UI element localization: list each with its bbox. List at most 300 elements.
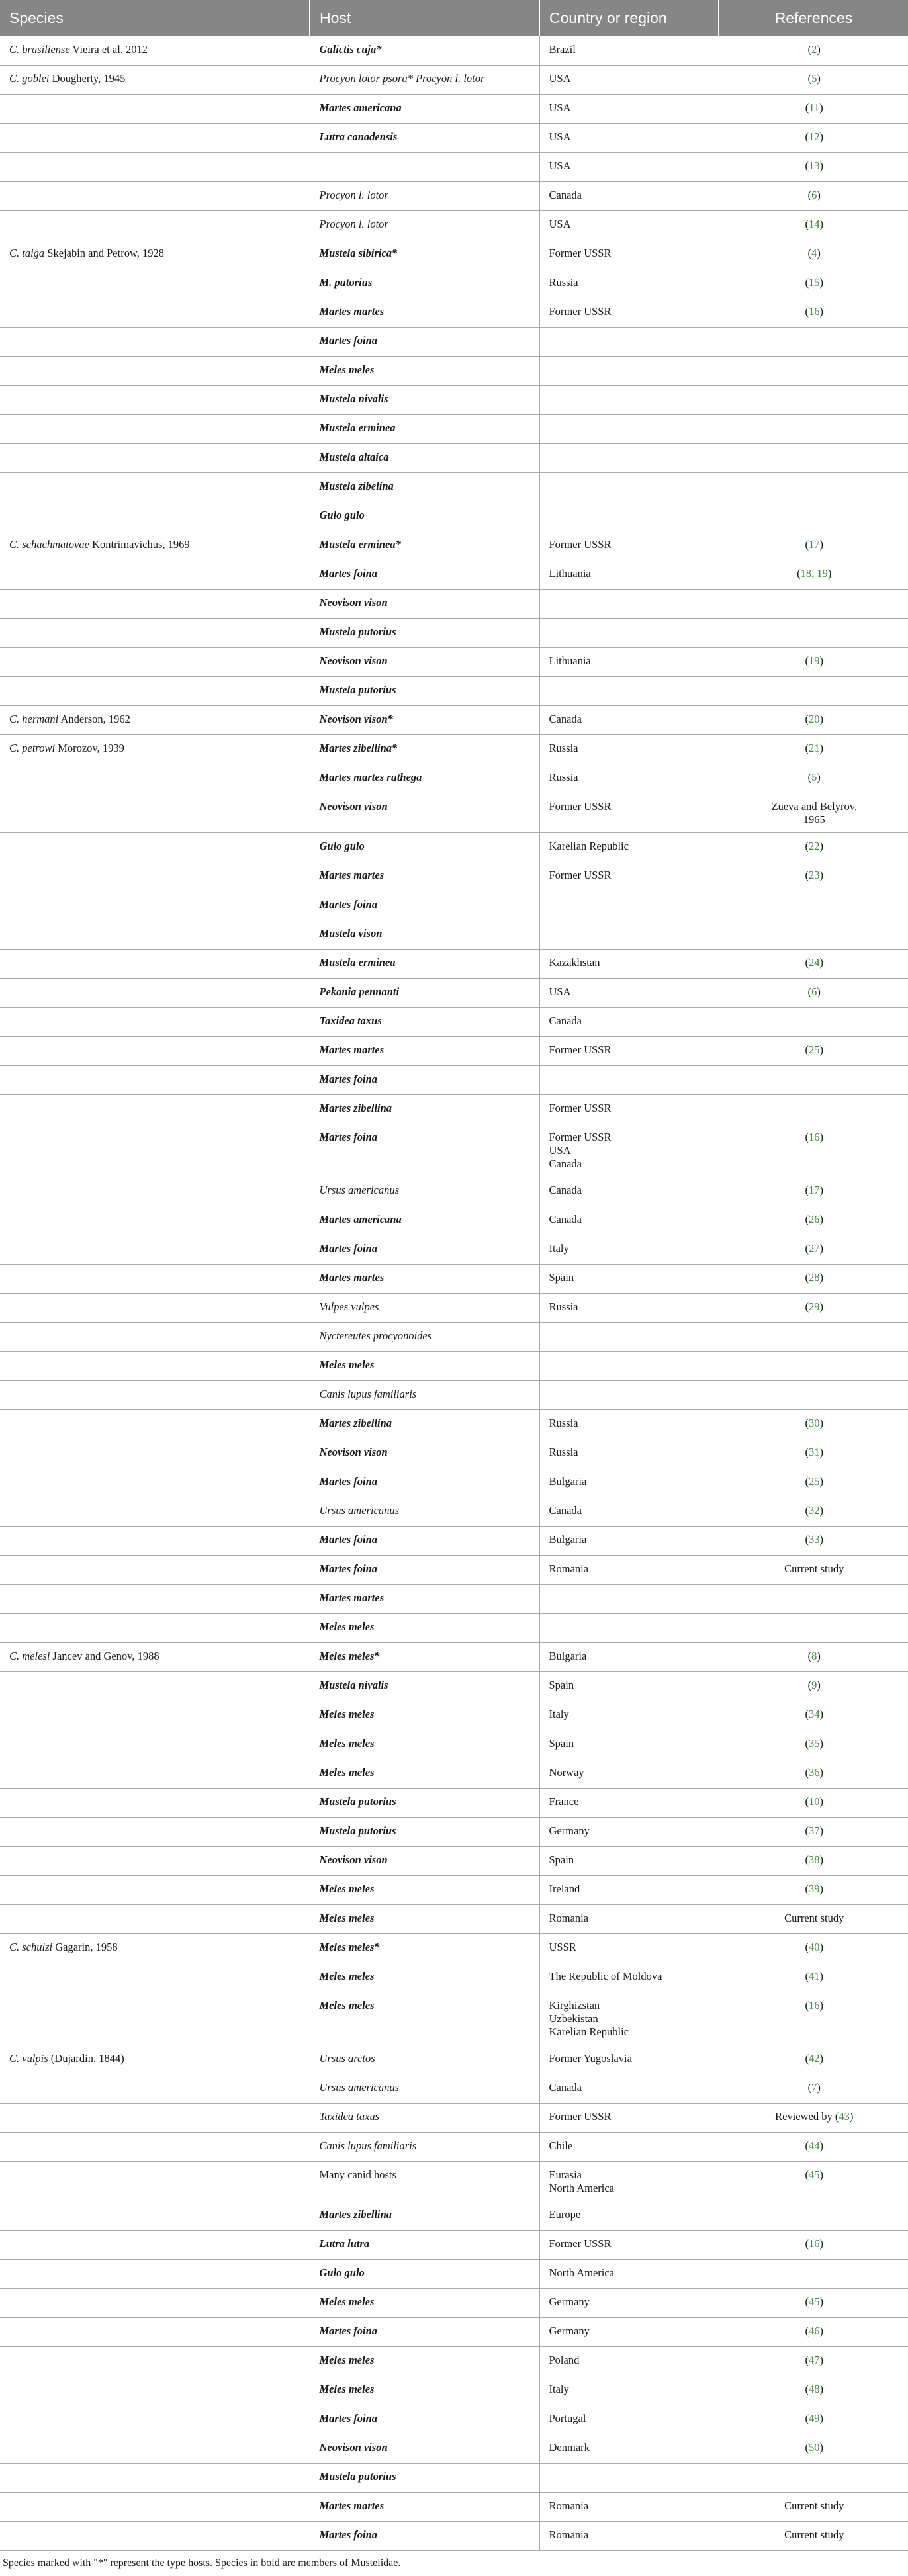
table-row — [0, 1585, 908, 1614]
reference-link[interactable]: 41 — [809, 1970, 820, 1982]
species-cell — [0, 182, 310, 211]
species-cell — [0, 891, 310, 920]
country-line: Former USSR — [549, 800, 612, 813]
reference-text: ( — [805, 869, 809, 881]
reference-text: ) — [817, 72, 821, 85]
table-row — [0, 124, 908, 153]
host-cell: Procyon l. lotor — [310, 211, 539, 240]
header-references: References — [719, 0, 908, 36]
country-line: Uzbekistan — [549, 2012, 598, 2025]
reference-text: ) — [849, 2110, 854, 2123]
country-line: Russia — [549, 742, 578, 754]
reference-link[interactable]: 5 — [811, 72, 817, 85]
reference-text: Current study — [784, 1562, 844, 1575]
species-cell — [0, 920, 310, 950]
reference-text: ( — [805, 1970, 809, 1982]
country-line: Romania — [549, 1562, 589, 1575]
species-cell — [0, 1439, 310, 1468]
reference-cell — [719, 1556, 908, 1585]
host-cell: Meles meles — [310, 1992, 539, 2045]
table-row — [0, 2376, 908, 2405]
reference-text: ( — [805, 713, 809, 725]
reference-text: ( — [805, 1271, 809, 1284]
table-header-row — [0, 0, 908, 36]
species-cell — [0, 1876, 310, 1905]
host-cell: Mustela putorius — [310, 1789, 539, 1818]
country-line: Russia — [549, 1446, 578, 1458]
reference-cell — [719, 1934, 908, 1963]
country-cell — [539, 1497, 719, 1527]
reference-text: ( — [807, 1679, 812, 1691]
table-row — [0, 2201, 908, 2231]
host-cell: Gulo gulo — [310, 2260, 539, 2289]
reference-link[interactable]: 22 — [809, 840, 820, 852]
reference-text: ( — [805, 1766, 809, 1779]
reference-link[interactable]: 13 — [809, 159, 820, 172]
reference-text: ( — [805, 1737, 809, 1750]
table-row — [0, 1381, 908, 1410]
reference-text: Reviewed by ( — [775, 2110, 839, 2123]
table-row — [0, 1672, 908, 1701]
reference-text: ) — [819, 2052, 823, 2065]
country-line: Former USSR — [549, 1102, 612, 1114]
table-row — [0, 1124, 908, 1177]
species-name: C. schachmatovae — [9, 538, 89, 551]
reference-link[interactable]: 16 — [809, 1131, 820, 1143]
reference-cell — [719, 891, 908, 920]
reference-link[interactable]: 11 — [809, 101, 820, 114]
reference-link[interactable]: 19 — [817, 567, 828, 580]
country-cell — [539, 1410, 719, 1439]
table-row — [0, 2260, 908, 2289]
species-cell — [0, 1789, 310, 1818]
reference-cell — [719, 862, 908, 891]
table-row — [0, 2045, 908, 2074]
country-cell — [539, 648, 719, 677]
country-line: Eurasia — [549, 2168, 582, 2181]
species-cell — [0, 1066, 310, 1095]
reference-link[interactable]: 6 — [811, 985, 817, 998]
species-cell — [0, 590, 310, 619]
reference-text: 1965 — [803, 813, 825, 826]
host-cell: Martes foina — [310, 1066, 539, 1095]
reference-link[interactable]: 18 — [800, 567, 812, 580]
reference-cell — [719, 1789, 908, 1818]
reference-cell — [719, 1585, 908, 1614]
reference-link[interactable]: 38 — [809, 1853, 820, 1866]
reference-cell — [719, 269, 908, 298]
country-cell — [539, 1556, 719, 1585]
country-line: Italy — [549, 1708, 569, 1720]
reference-text: ) — [819, 1824, 823, 1837]
reference-text: ( — [805, 305, 809, 318]
table-row — [0, 211, 908, 240]
reference-link[interactable]: 7 — [811, 2081, 817, 2094]
host-cell: Martes foina — [310, 1556, 539, 1585]
host-cell: Meles meles — [310, 1963, 539, 1992]
reference-text: ) — [819, 1708, 823, 1720]
reference-link[interactable]: 32 — [809, 1504, 820, 1517]
species-cell — [0, 706, 310, 735]
reference-link[interactable]: 50 — [809, 2441, 820, 2454]
host-cell: Martes foina — [310, 891, 539, 920]
reference-cell — [719, 1992, 908, 2045]
reference-link[interactable]: 16 — [809, 2237, 820, 2250]
reference-text: ( — [805, 1184, 809, 1196]
reference-cell — [719, 2376, 908, 2405]
country-cell — [539, 2201, 719, 2231]
table-row — [0, 1352, 908, 1381]
reference-cell — [719, 1265, 908, 1294]
host-cell: Ursus americanus — [310, 1497, 539, 1527]
table-row — [0, 1876, 908, 1905]
reference-cell — [719, 706, 908, 735]
reference-cell — [719, 153, 908, 182]
reference-cell — [719, 2318, 908, 2347]
country-cell — [539, 1468, 719, 1497]
reference-link[interactable]: 43 — [839, 2110, 850, 2123]
table-row — [0, 1614, 908, 1643]
reference-text: ( — [805, 956, 809, 969]
country-line: Europe — [549, 2208, 581, 2221]
reference-link[interactable]: 28 — [809, 1271, 820, 1284]
species-cell — [0, 2405, 310, 2434]
table-row — [0, 1066, 908, 1095]
reference-text: ( — [807, 43, 812, 56]
country-line: Germany — [549, 1824, 590, 1837]
species-cell — [0, 1730, 310, 1759]
host-cell: Meles meles — [310, 1730, 539, 1759]
species-cell — [0, 1008, 310, 1037]
reference-text: ( — [805, 2139, 809, 2152]
reference-link[interactable]: 8 — [811, 1650, 817, 1662]
table-row — [0, 833, 908, 862]
table-row — [0, 590, 908, 619]
species-name: C. goblei — [9, 72, 50, 85]
host-cell: Martes foina — [310, 2318, 539, 2347]
species-cell — [0, 531, 310, 560]
host-cell: Canis lupus familiaris — [310, 1381, 539, 1410]
host-cell: Nyctereutes procyonoides — [310, 1323, 539, 1352]
reference-cell — [719, 1381, 908, 1410]
reference-text: ) — [819, 1475, 823, 1488]
country-cell — [539, 2347, 719, 2376]
species-cell — [0, 473, 310, 502]
host-cell: Galictis cuja* — [310, 36, 539, 66]
species-authority: (Dujardin, 1844) — [48, 2052, 124, 2065]
reference-link[interactable]: 39 — [809, 1883, 820, 1895]
country-line: USA — [549, 130, 571, 143]
country-cell — [539, 2493, 719, 2522]
country-line: Norway — [549, 1766, 584, 1779]
species-cell — [0, 1235, 310, 1265]
table-body — [0, 36, 908, 2551]
species-cell — [0, 502, 310, 531]
species-cell — [0, 1177, 310, 1206]
reference-text: ( — [807, 189, 812, 201]
reference-link[interactable]: 23 — [809, 869, 820, 881]
table-row — [0, 357, 908, 386]
reference-cell — [719, 1008, 908, 1037]
reference-cell — [719, 2045, 908, 2074]
reference-link[interactable]: 16 — [809, 1999, 820, 2012]
reference-link[interactable]: 21 — [809, 742, 820, 754]
species-cell — [0, 2464, 310, 2493]
species-cell — [0, 1381, 310, 1410]
host-cell: Martes martes — [310, 298, 539, 328]
host-cell: Meles meles — [310, 1876, 539, 1905]
species-authority: Dougherty, 1945 — [49, 72, 126, 85]
reference-text: ) — [819, 1737, 823, 1750]
reference-text: ) — [819, 2354, 823, 2366]
header-country: Country or region — [539, 0, 719, 36]
species-cell — [0, 1294, 310, 1323]
species-cell — [0, 328, 310, 357]
species-cell — [0, 415, 310, 444]
reference-link[interactable]: 15 — [809, 276, 820, 289]
reference-text: ( — [805, 1708, 809, 1720]
species-cell — [0, 1701, 310, 1730]
reference-cell — [719, 2201, 908, 2231]
table-row — [0, 66, 908, 95]
country-line: Former Yugoslavia — [549, 2052, 632, 2065]
country-line: Canada — [549, 2081, 582, 2094]
reference-link[interactable]: 34 — [809, 1708, 820, 1720]
reference-text: ( — [805, 1417, 809, 1429]
country-line: USA — [549, 1144, 571, 1157]
table-row — [0, 269, 908, 298]
reference-cell — [719, 1352, 908, 1381]
country-cell — [539, 1614, 719, 1643]
table-row — [0, 328, 908, 357]
reference-link[interactable]: 5 — [811, 771, 817, 783]
host-cell: Mustela erminea — [310, 950, 539, 979]
reference-link[interactable]: 36 — [809, 1766, 820, 1779]
host-cell: Meles meles* — [310, 1934, 539, 1963]
country-cell — [539, 1265, 719, 1294]
reference-text: ) — [819, 1213, 823, 1225]
reference-text: ( — [805, 1999, 809, 2012]
reference-text: ) — [819, 2325, 823, 2337]
reference-cell — [719, 1905, 908, 1934]
reference-text: ( — [807, 72, 812, 85]
reference-link[interactable]: 25 — [809, 1044, 820, 1056]
reference-link[interactable]: 37 — [809, 1824, 820, 1837]
reference-text: ( — [805, 2383, 809, 2395]
reference-text: ( — [805, 2295, 809, 2308]
reference-text: ) — [819, 2441, 823, 2454]
reference-link[interactable]: 45 — [809, 2168, 820, 2181]
country-line: USA — [549, 159, 571, 172]
reference-link[interactable]: 46 — [809, 2325, 820, 2337]
reference-link[interactable]: 12 — [809, 130, 820, 143]
country-line: Canada — [549, 713, 582, 725]
reference-text: ( — [805, 101, 809, 114]
reference-cell — [719, 1527, 908, 1556]
country-cell — [539, 862, 719, 891]
table-row — [0, 891, 908, 920]
reference-link[interactable]: 20 — [809, 713, 820, 725]
country-line: Former USSR — [549, 869, 612, 881]
reference-text: ( — [805, 742, 809, 754]
country-line: Canada — [549, 1184, 582, 1196]
country-cell — [539, 793, 719, 833]
reference-link[interactable]: 31 — [809, 1446, 820, 1458]
reference-text: ) — [819, 218, 823, 230]
country-line: Bulgaria — [549, 1475, 587, 1488]
reference-link[interactable]: 40 — [809, 1941, 820, 1953]
country-cell — [539, 619, 719, 648]
table-row — [0, 764, 908, 793]
country-line: Canada — [549, 189, 582, 201]
reference-cell — [719, 2231, 908, 2260]
reference-text: ) — [819, 2295, 823, 2308]
species-cell — [0, 764, 310, 793]
reference-link[interactable]: 16 — [809, 305, 820, 318]
host-cell: Neovison vison — [310, 1847, 539, 1876]
reference-text: ) — [819, 1766, 823, 1779]
reference-link[interactable]: 14 — [809, 218, 820, 230]
host-cell: Lutra canadensis — [310, 124, 539, 153]
reference-text: ( — [805, 1853, 809, 1866]
reference-text: ( — [805, 1213, 809, 1225]
reference-text: ) — [819, 1533, 823, 1546]
reference-link[interactable]: 10 — [809, 1795, 820, 1808]
host-cell: Mustela erminea — [310, 415, 539, 444]
reference-text: Current study — [784, 2528, 844, 2541]
reference-link[interactable]: 44 — [809, 2139, 820, 2152]
country-line: Bulgaria — [549, 1650, 587, 1662]
table-row — [0, 1497, 908, 1527]
species-cell — [0, 1124, 310, 1177]
country-line: Bulgaria — [549, 1533, 587, 1546]
table-row — [0, 793, 908, 833]
reference-link[interactable]: 48 — [809, 2383, 820, 2395]
reference-link[interactable]: 17 — [809, 1184, 820, 1196]
country-line: Poland — [549, 2354, 580, 2366]
country-cell — [539, 444, 719, 473]
reference-cell — [719, 1124, 908, 1177]
table-row — [0, 415, 908, 444]
country-cell — [539, 950, 719, 979]
reference-link[interactable]: 4 — [811, 247, 817, 259]
reference-link[interactable]: 24 — [809, 956, 820, 969]
reference-link[interactable]: 30 — [809, 1417, 820, 1429]
species-cell — [0, 1759, 310, 1789]
table-row — [0, 1730, 908, 1759]
host-cell: Martes martes — [310, 1585, 539, 1614]
reference-text: ) — [819, 101, 823, 114]
reference-link[interactable]: 27 — [809, 1242, 820, 1255]
reference-link[interactable]: 49 — [809, 2412, 820, 2424]
reference-link[interactable]: 17 — [809, 538, 820, 551]
reference-link[interactable]: 6 — [811, 189, 817, 201]
country-cell — [539, 2318, 719, 2347]
reference-text: ( — [807, 1650, 812, 1662]
reference-text: ) — [819, 840, 823, 852]
table-row — [0, 706, 908, 735]
reference-text: ( — [805, 2441, 809, 2454]
species-cell — [0, 153, 310, 182]
reference-cell — [719, 1323, 908, 1352]
reference-cell — [719, 2260, 908, 2289]
species-cell — [0, 1095, 310, 1124]
species-cell — [0, 36, 310, 66]
table-row — [0, 2405, 908, 2434]
species-cell — [0, 444, 310, 473]
host-cell: Neovison vison — [310, 2434, 539, 2464]
reference-text: ( — [805, 654, 809, 667]
reference-link[interactable]: 29 — [809, 1300, 820, 1313]
reference-link[interactable]: 2 — [811, 43, 817, 56]
reference-cell — [719, 66, 908, 95]
host-cell: Mustela nivalis — [310, 1672, 539, 1701]
host-cell: Meles meles — [310, 2289, 539, 2318]
reference-cell — [719, 1701, 908, 1730]
species-cell — [0, 2231, 310, 2260]
species-cell — [0, 979, 310, 1008]
reference-link[interactable]: 42 — [809, 2052, 820, 2065]
reference-text: ) — [819, 2168, 823, 2181]
reference-link[interactable]: 25 — [809, 1475, 820, 1488]
reference-cell — [719, 2289, 908, 2318]
host-cell: M. putorius — [310, 269, 539, 298]
country-line: Denmark — [549, 2441, 590, 2454]
host-cell: Neovison vison — [310, 590, 539, 619]
table-row — [0, 2347, 908, 2376]
reference-text: ) — [819, 1853, 823, 1866]
table-row — [0, 1759, 908, 1789]
table-row — [0, 36, 908, 66]
country-line: Lithuania — [549, 654, 591, 667]
reference-link[interactable]: 33 — [809, 1533, 820, 1546]
reference-text: ) — [819, 1044, 823, 1056]
host-cell: Taxidea taxus — [310, 1008, 539, 1037]
reference-cell — [719, 1037, 908, 1066]
country-line: Russia — [549, 276, 578, 289]
reference-cell — [719, 833, 908, 862]
species-cell — [0, 2289, 310, 2318]
country-cell — [539, 1730, 719, 1759]
host-cell: Neovison vison — [310, 1439, 539, 1468]
country-cell — [539, 2289, 719, 2318]
reference-link[interactable]: 19 — [809, 654, 820, 667]
species-cell — [0, 2376, 310, 2405]
table-row — [0, 1235, 908, 1265]
reference-link[interactable]: 45 — [809, 2295, 820, 2308]
reference-cell — [719, 1410, 908, 1439]
reference-link[interactable]: 47 — [809, 2354, 820, 2366]
species-cell — [0, 2522, 310, 2551]
country-line: Romania — [549, 1912, 589, 1924]
reference-cell — [719, 648, 908, 677]
reference-link[interactable]: 26 — [809, 1213, 820, 1225]
species-cell — [0, 1037, 310, 1066]
species-cell — [0, 735, 310, 764]
reference-text: ( — [805, 2168, 809, 2181]
reference-link[interactable]: 9 — [811, 1679, 817, 1691]
reference-text: ( — [805, 2237, 809, 2250]
reference-text: ) — [819, 2237, 823, 2250]
reference-link[interactable]: 35 — [809, 1737, 820, 1750]
species-name: C. brasiliense — [9, 43, 70, 56]
reference-text: ) — [819, 159, 823, 172]
host-cell: Meles meles* — [310, 1643, 539, 1672]
host-cell: Martes martes ruthega — [310, 764, 539, 793]
table-row — [0, 1095, 908, 1124]
country-cell — [539, 735, 719, 764]
species-cell — [0, 1497, 310, 1527]
